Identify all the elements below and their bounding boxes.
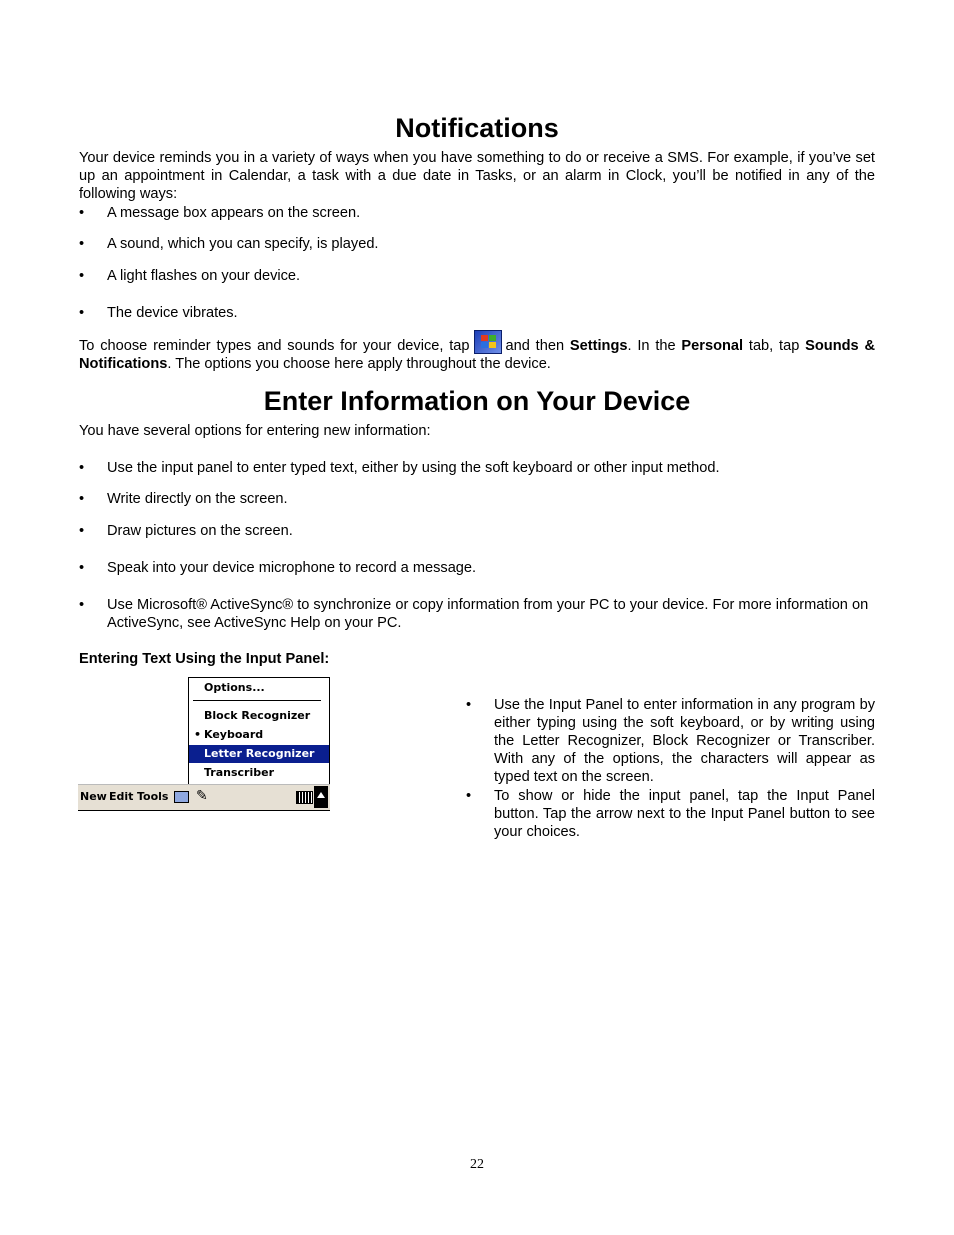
enter-info-title: Enter Information on Your Device xyxy=(263,386,691,416)
menu-divider xyxy=(193,700,321,701)
page-number: 22 xyxy=(470,1157,484,1172)
input-panel-icon[interactable] xyxy=(174,791,189,803)
menu-tools[interactable]: Tools xyxy=(137,790,169,803)
reminder-paragraph: To choose reminder types and sounds for your device, tap and then Settings. In the Personal tab, tap Sounds & Notifications. The options you choose here apply throughout the device. xyxy=(79,330,875,373)
pen-icon[interactable]: ✎ xyxy=(196,788,208,804)
list-item: • A light flashes on your device. xyxy=(79,268,301,284)
input-panel-bullets xyxy=(466,696,875,841)
arrow-up-icon[interactable] xyxy=(314,786,328,808)
input-panel-subheading: Entering Text Using the Input Panel: xyxy=(79,651,330,667)
list-item: • A message box appears on the screen. xyxy=(79,205,361,221)
list-item: • Speak into your device microphone to record a message. xyxy=(79,560,477,576)
enter-info-intro: You have several options for entering new information: xyxy=(79,423,431,439)
keyboard-icon[interactable] xyxy=(296,791,313,804)
checked-bullet: • xyxy=(194,728,202,741)
menu-edit[interactable]: Edit xyxy=(109,790,134,803)
menu-new[interactable]: New xyxy=(80,790,107,803)
menu-item-options[interactable]: Options... xyxy=(204,681,265,694)
list-item: • Write directly on the screen. xyxy=(79,491,288,507)
menu-item-block-recognizer[interactable]: Block Recognizer xyxy=(204,709,311,722)
list-item: • Use Microsoft® ActiveSync® to synchronize or copy information from your PC to your device. For more information on ActiveSync, see ActiveSync Help on your PC. xyxy=(79,597,869,631)
list-item: • A sound, which you can specify, is played. xyxy=(79,236,379,252)
menu-bar xyxy=(78,784,330,811)
menu-item-transcriber[interactable]: Transcriber xyxy=(204,766,274,779)
list-item: • To show or hide the input panel, tap the Input Panel button. Tap the arrow next to the Input Panel button to see your choices. xyxy=(466,788,875,840)
input-method-menu xyxy=(188,677,330,785)
list-item: • Draw pictures on the screen. xyxy=(79,523,293,539)
input-panel-screenshot xyxy=(78,677,330,810)
notifications-title: Notifications xyxy=(395,113,559,143)
menu-item-letter-recognizer[interactable]: Letter Recognizer xyxy=(189,745,329,763)
list-item: • Use the input panel to enter typed text, either by using the soft keyboard or other input method. xyxy=(79,460,720,476)
start-windows-icon xyxy=(474,330,502,354)
list-item: • Use the Input Panel to enter information in any program by either typing using the soft keyboard, or by writing using the Letter Recognizer, Block Recognizer or Transcriber. With any of the options, the characters will appear as typed text on the screen. xyxy=(466,697,875,785)
list-item: • The device vibrates. xyxy=(79,305,238,321)
menu-item-keyboard[interactable]: • Keyboard xyxy=(189,726,329,744)
notifications-intro: Your device reminds you in a variety of ways when you have something to do or receive a SMS. For example, if you’ve set up an appointment in Calendar, a task with a due date in Tasks, or an alarm in Clock, you’ll be notified in any of the following ways: xyxy=(79,150,875,202)
